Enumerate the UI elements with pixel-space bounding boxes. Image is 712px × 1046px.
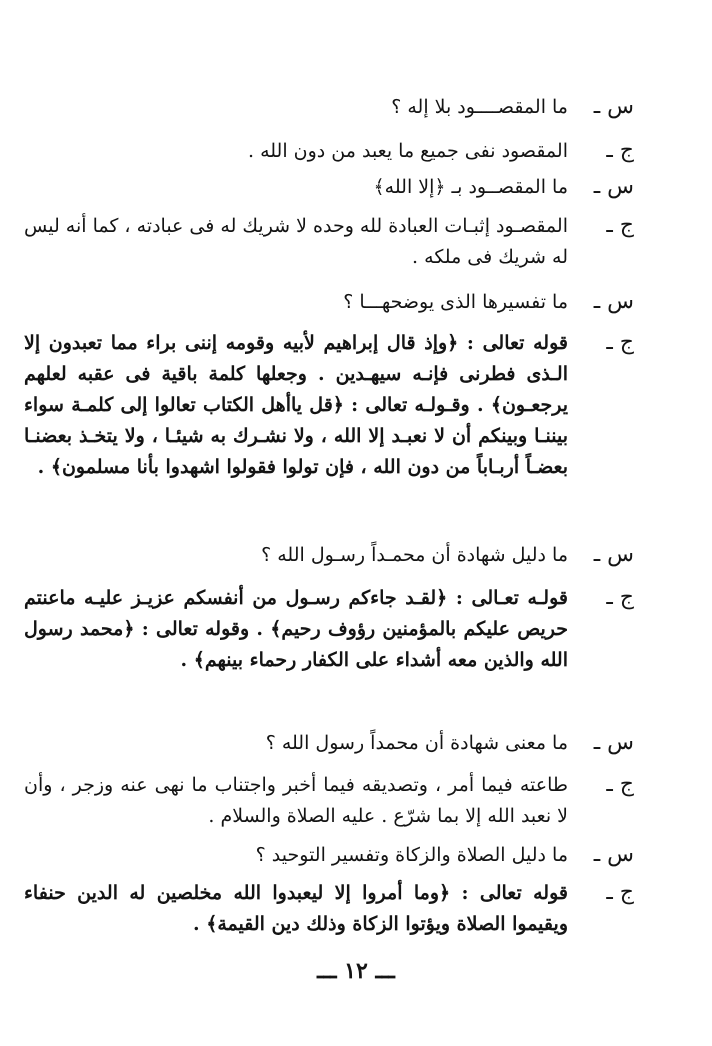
answer-5: [24, 770, 634, 832]
answer-1: [24, 136, 634, 167]
question-marker: س ـ: [593, 842, 634, 867]
answer-text: طاعته فيما أمر ، وتصديقه فيما أخبر واجتناب ما نهى عنه وزجر ، وأن لا نعبد الله إلا بما شرّع . عليه الصلاة والسلام .: [24, 774, 568, 827]
question-text: ما تفسيرها الذى يوضحهـــا ؟: [343, 291, 568, 313]
question-3: [24, 287, 634, 318]
answer-2: [24, 211, 634, 273]
question-5: [24, 728, 634, 759]
answer-text: قوله تعالى : ﴿وما أمروا إلا ليعبدوا الله مخلصين له الدين حنفاء ويقيموا الصلاة ويؤتوا الزكاة وذلك دين القيمة﴾ .: [24, 882, 568, 935]
answer-marker: ج ـ: [606, 772, 634, 797]
question-marker: س ـ: [593, 174, 634, 199]
question-text: ما المقصــــود بلا إله ؟: [391, 96, 568, 118]
question-marker: س ـ: [593, 542, 634, 567]
answer-marker: ج ـ: [606, 880, 634, 905]
question-2: [24, 172, 634, 203]
answer-marker: ج ـ: [606, 585, 634, 610]
question-6: [24, 840, 634, 871]
page-number: ـــ ١٢ ـــ: [317, 958, 395, 984]
answer-4: [24, 583, 634, 676]
answer-3: [24, 328, 634, 483]
answer-text: قولـه تعـالى : ﴿لقـد جاءكم رسـول من أنفسكم عزيـز عليـه ماعنتم حريص عليكم بالمؤمنين رؤوف رحيم﴾ . وقوله تعالى : ﴿محمد رسول الله والذين معه أشداء على الكفار رحماء بينهم﴾ .: [24, 587, 568, 671]
answer-text: المقصود نفى جميع ما يعبد من دون الله .: [248, 140, 568, 162]
question-marker: س ـ: [593, 730, 634, 755]
question-text: ما دليل الصلاة والزكاة وتفسير التوحيد ؟: [255, 844, 568, 866]
question-text: ما معنى شهادة أن محمداً رسول الله ؟: [265, 732, 568, 754]
answer-marker: ج ـ: [606, 213, 634, 238]
answer-marker: ج ـ: [606, 138, 634, 163]
question-1: [24, 92, 634, 123]
answer-marker: ج ـ: [606, 330, 634, 355]
answer-6: [24, 878, 634, 940]
answer-text: قوله تعالى : ﴿وإذ قال إبراهيم لأبيه وقومه إننى براء مما تعبدون إلا الـذى فطرنى فإنـه سيهـدين . وجعلها كلمة باقية فى عقبه لعلهم يرجعـون﴾ . وقـولـه تعالى : ﴿قل ياأهل الكتاب تعالوا إلى كلمـة سواء بيننـا وبينكم أن لا نعبـد إلا الله ، ولا نشـرك به شيئـا ، ولا يتخـذ بعضنـا بعضـاً أربـاباً من دون الله ، فإن تولوا فقولوا اشهدوا بأنا مسلمون﴾ .: [24, 332, 568, 478]
question-marker: س ـ: [593, 289, 634, 314]
question-text: ما دليل شهادة أن محمـداً رسـول الله ؟: [261, 544, 568, 566]
question-marker: س ـ: [593, 94, 634, 119]
question-4: [24, 540, 634, 571]
question-text: ما المقصــود بـ ﴿إلا الله﴾: [373, 176, 568, 198]
answer-text: المقصـود إثبـات العبادة لله وحده لا شريك له فى عبادته ، كما أنه ليس له شريك فى ملكه .: [23, 215, 568, 268]
